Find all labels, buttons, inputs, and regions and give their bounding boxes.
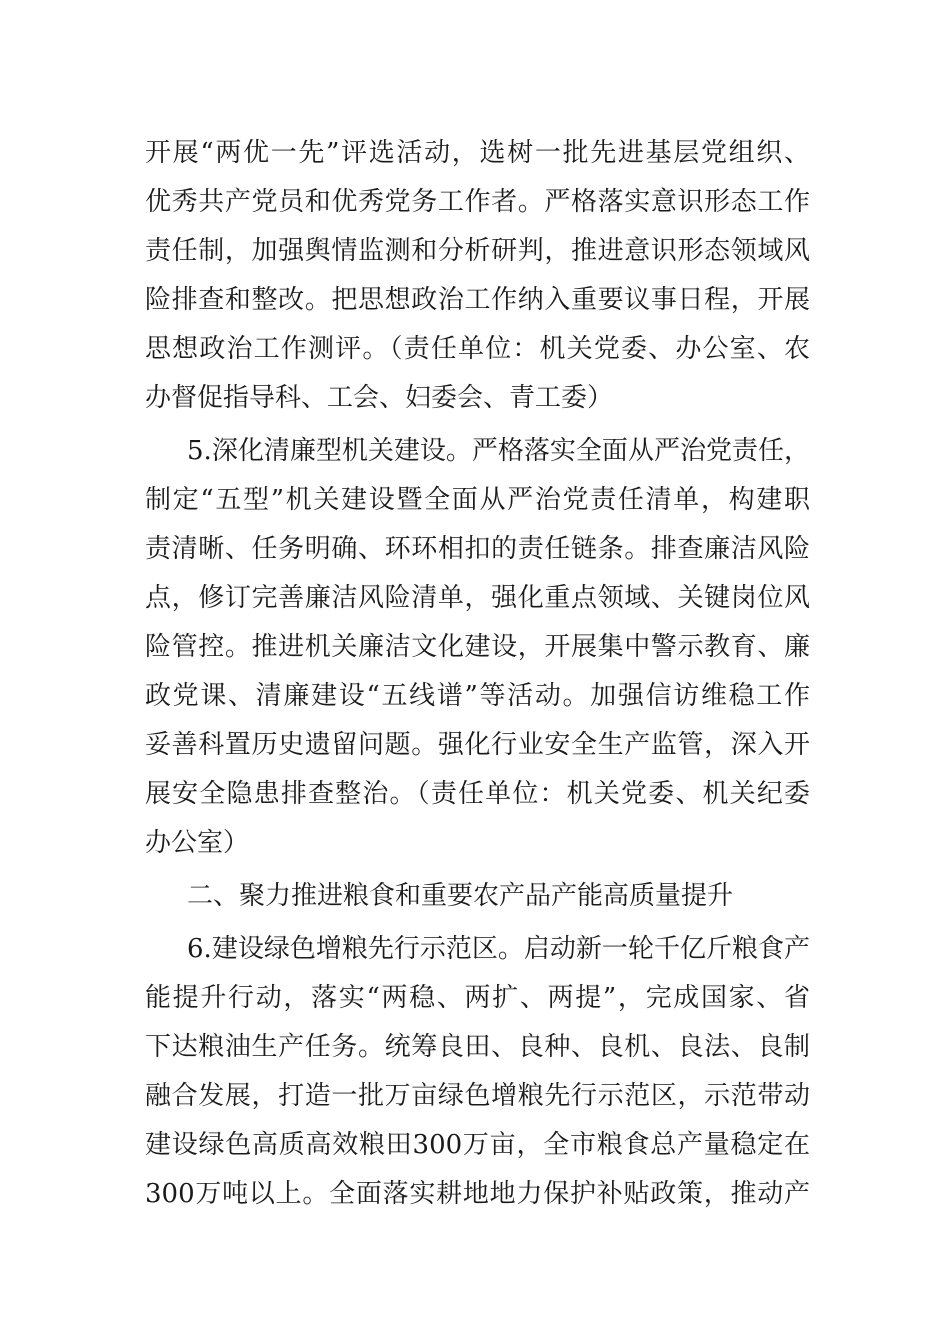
paragraph-line: 险管控。推进机关廉洁文化建设，开展集中警示教育、廉 [145, 632, 810, 662]
paragraph-line: 妥善科置历史遗留问题。强化行业安全生产监管，深入开 [145, 730, 810, 760]
paragraph-line: 制定“五型”机关建设暨全面从严治党责任清单，构建职 [145, 485, 810, 515]
paragraph-line: 开展“两优一先”评选活动，选树一批先进基层党组织、 [145, 138, 810, 168]
item-5-heading-line: 5.深化清廉型机关建设。严格落实全面从严治党责任， [187, 436, 810, 466]
paragraph-line: 政党课、清廉建设“五线谱”等活动。加强信访维稳工作 [145, 681, 810, 711]
paragraph-line: 融合发展，打造一批万亩绿色增粮先行示范区，示范带动 [145, 1081, 810, 1111]
paragraph-line: 点，修订完善廉洁风险清单，强化重点领域、关键岗位风 [145, 583, 810, 613]
paragraph-line: 责任制，加强舆情监测和分析研判，推进意识形态领域风 [145, 236, 810, 266]
paragraph-line: 思想政治工作测评。（责任单位：机关党委、办公室、农 [145, 334, 810, 364]
paragraph-line: 办公室） [145, 828, 250, 858]
paragraph-line: 优秀共产党员和优秀党务工作者。严格落实意识形态工作 [145, 187, 810, 217]
paragraph-line: 责清晰、任务明确、环环相扣的责任链条。排查廉洁风险 [145, 534, 810, 564]
paragraph-line: 300万吨以上。全面落实耕地地力保护补贴政策，推动产 [145, 1179, 810, 1209]
paragraph-line: 险排查和整改。把思想政治工作纳入重要议事日程，开展 [145, 285, 810, 315]
paragraph-line: 建设绿色高质高效粮田300万亩，全市粮食总产量稳定在 [145, 1130, 810, 1160]
paragraph-line: 下达粮油生产任务。统筹良田、良种、良机、良法、良制 [145, 1032, 810, 1062]
paragraph-line: 办督促指导科、工会、妇委会、青工委） [145, 383, 614, 413]
section-heading: 二、聚力推进粮食和重要农产品产能高质量提升 [187, 881, 734, 911]
paragraph-line: 展安全隐患排查整治。（责任单位：机关党委、机关纪委 [145, 779, 810, 809]
item-6-heading-line: 6.建设绿色增粮先行示范区。启动新一轮千亿斤粮食产 [187, 934, 810, 964]
paragraph-line: 能提升行动，落实“两稳、两扩、两提”，完成国家、省 [145, 983, 810, 1013]
